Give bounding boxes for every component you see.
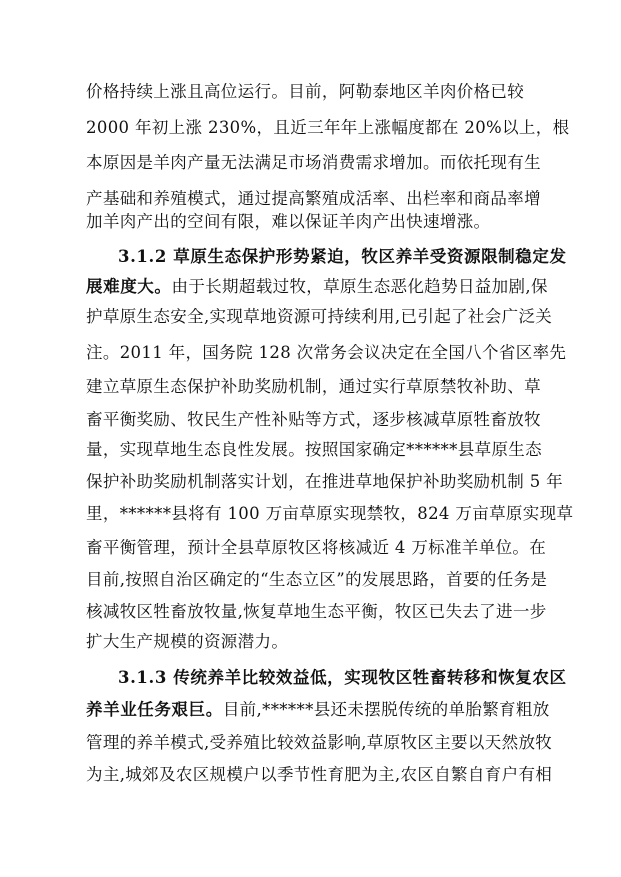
paragraph-line (86, 700, 550, 720)
body-text-line: 本原因是羊肉产量无法满足市场消费需求增加。而依托现有生 (86, 153, 541, 172)
body-text-line: 目前,按照自治区确定的“生态立区”的发展思路，首要的任务是 (86, 570, 548, 589)
body-text-line: 加羊肉产出的空间有限，难以保证羊肉产出快速增涨。 (86, 212, 491, 231)
section-heading-3-1-2-cont: 展难度大。 (86, 277, 172, 296)
section-heading-3-1-3-cont: 养羊业任务艰巨。 (86, 700, 223, 719)
body-text-line: 保护补助奖励机制落实计划，在推进草地保护补助奖励机制 5 年 (86, 472, 563, 491)
body-text-line: 畜平衡管理，预计全县草原牧区将核减近 4 万标准羊单位。在 (86, 538, 547, 557)
body-text-line: 为主,城郊及农区规模户以季节性育肥为主,农区自繁自育户有相 (86, 765, 553, 784)
body-text-line: 管理的养羊模式,受养殖比较效益影响,草原牧区主要以天然放牧 (86, 733, 553, 752)
body-text-line: 量，实现草地生态良性发展。按照国家确定******县草原生态 (86, 440, 542, 459)
body-text-line: 价格持续上涨且高位运行。目前，阿勒泰地区羊肉价格已较 (86, 82, 525, 101)
body-text: 目前,******县还未摆脱传统的单胎繁育粗放 (222, 700, 550, 719)
body-text-line: 建立草原生态保护补助奖励机制，通过实行草原禁牧补助、草 (86, 377, 541, 396)
body-text-line: 核减牧区牲畜放牧量,恢复草地生态平衡，牧区已失去了进一步 (86, 602, 547, 621)
paragraph-line (86, 277, 548, 297)
section-heading-3-1-3: 3.1.3 传统养羊比较效益低，实现牧区牲畜转移和恢复农区 (118, 668, 567, 687)
body-text: 由于长期超载过牧，草原生态恶化趋势日益加剧,保 (171, 277, 548, 296)
section-heading-3-1-2: 3.1.2 草原生态保护形势紧迫，牧区养羊受资源限制稳定发 (118, 247, 567, 266)
body-text-line: 产基础和养殖模式，通过提高繁殖成活率、出栏率和商品率增 (86, 189, 541, 208)
body-text-line: 里，******县将有 100 万亩草原实现禁牧，824 万亩草原实现草 (86, 504, 574, 523)
body-text-line: 2000 年初上涨 230%，且近三年年上涨幅度都在 20%以上，根 (86, 118, 570, 137)
body-text-line: 护草原生态安全,实现草地资源可持续利用,已引起了社会广泛关 (86, 307, 553, 326)
body-text-line: 畜平衡奖励、牧民生产性补贴等方式，逐步核减草原牲畜放牧 (86, 410, 541, 429)
body-text-line: 扩大生产规模的资源潜力。 (86, 632, 289, 651)
body-text-line: 注。2011 年，国务院 128 次常务会议决定在全国八个省区率先 (86, 343, 567, 362)
